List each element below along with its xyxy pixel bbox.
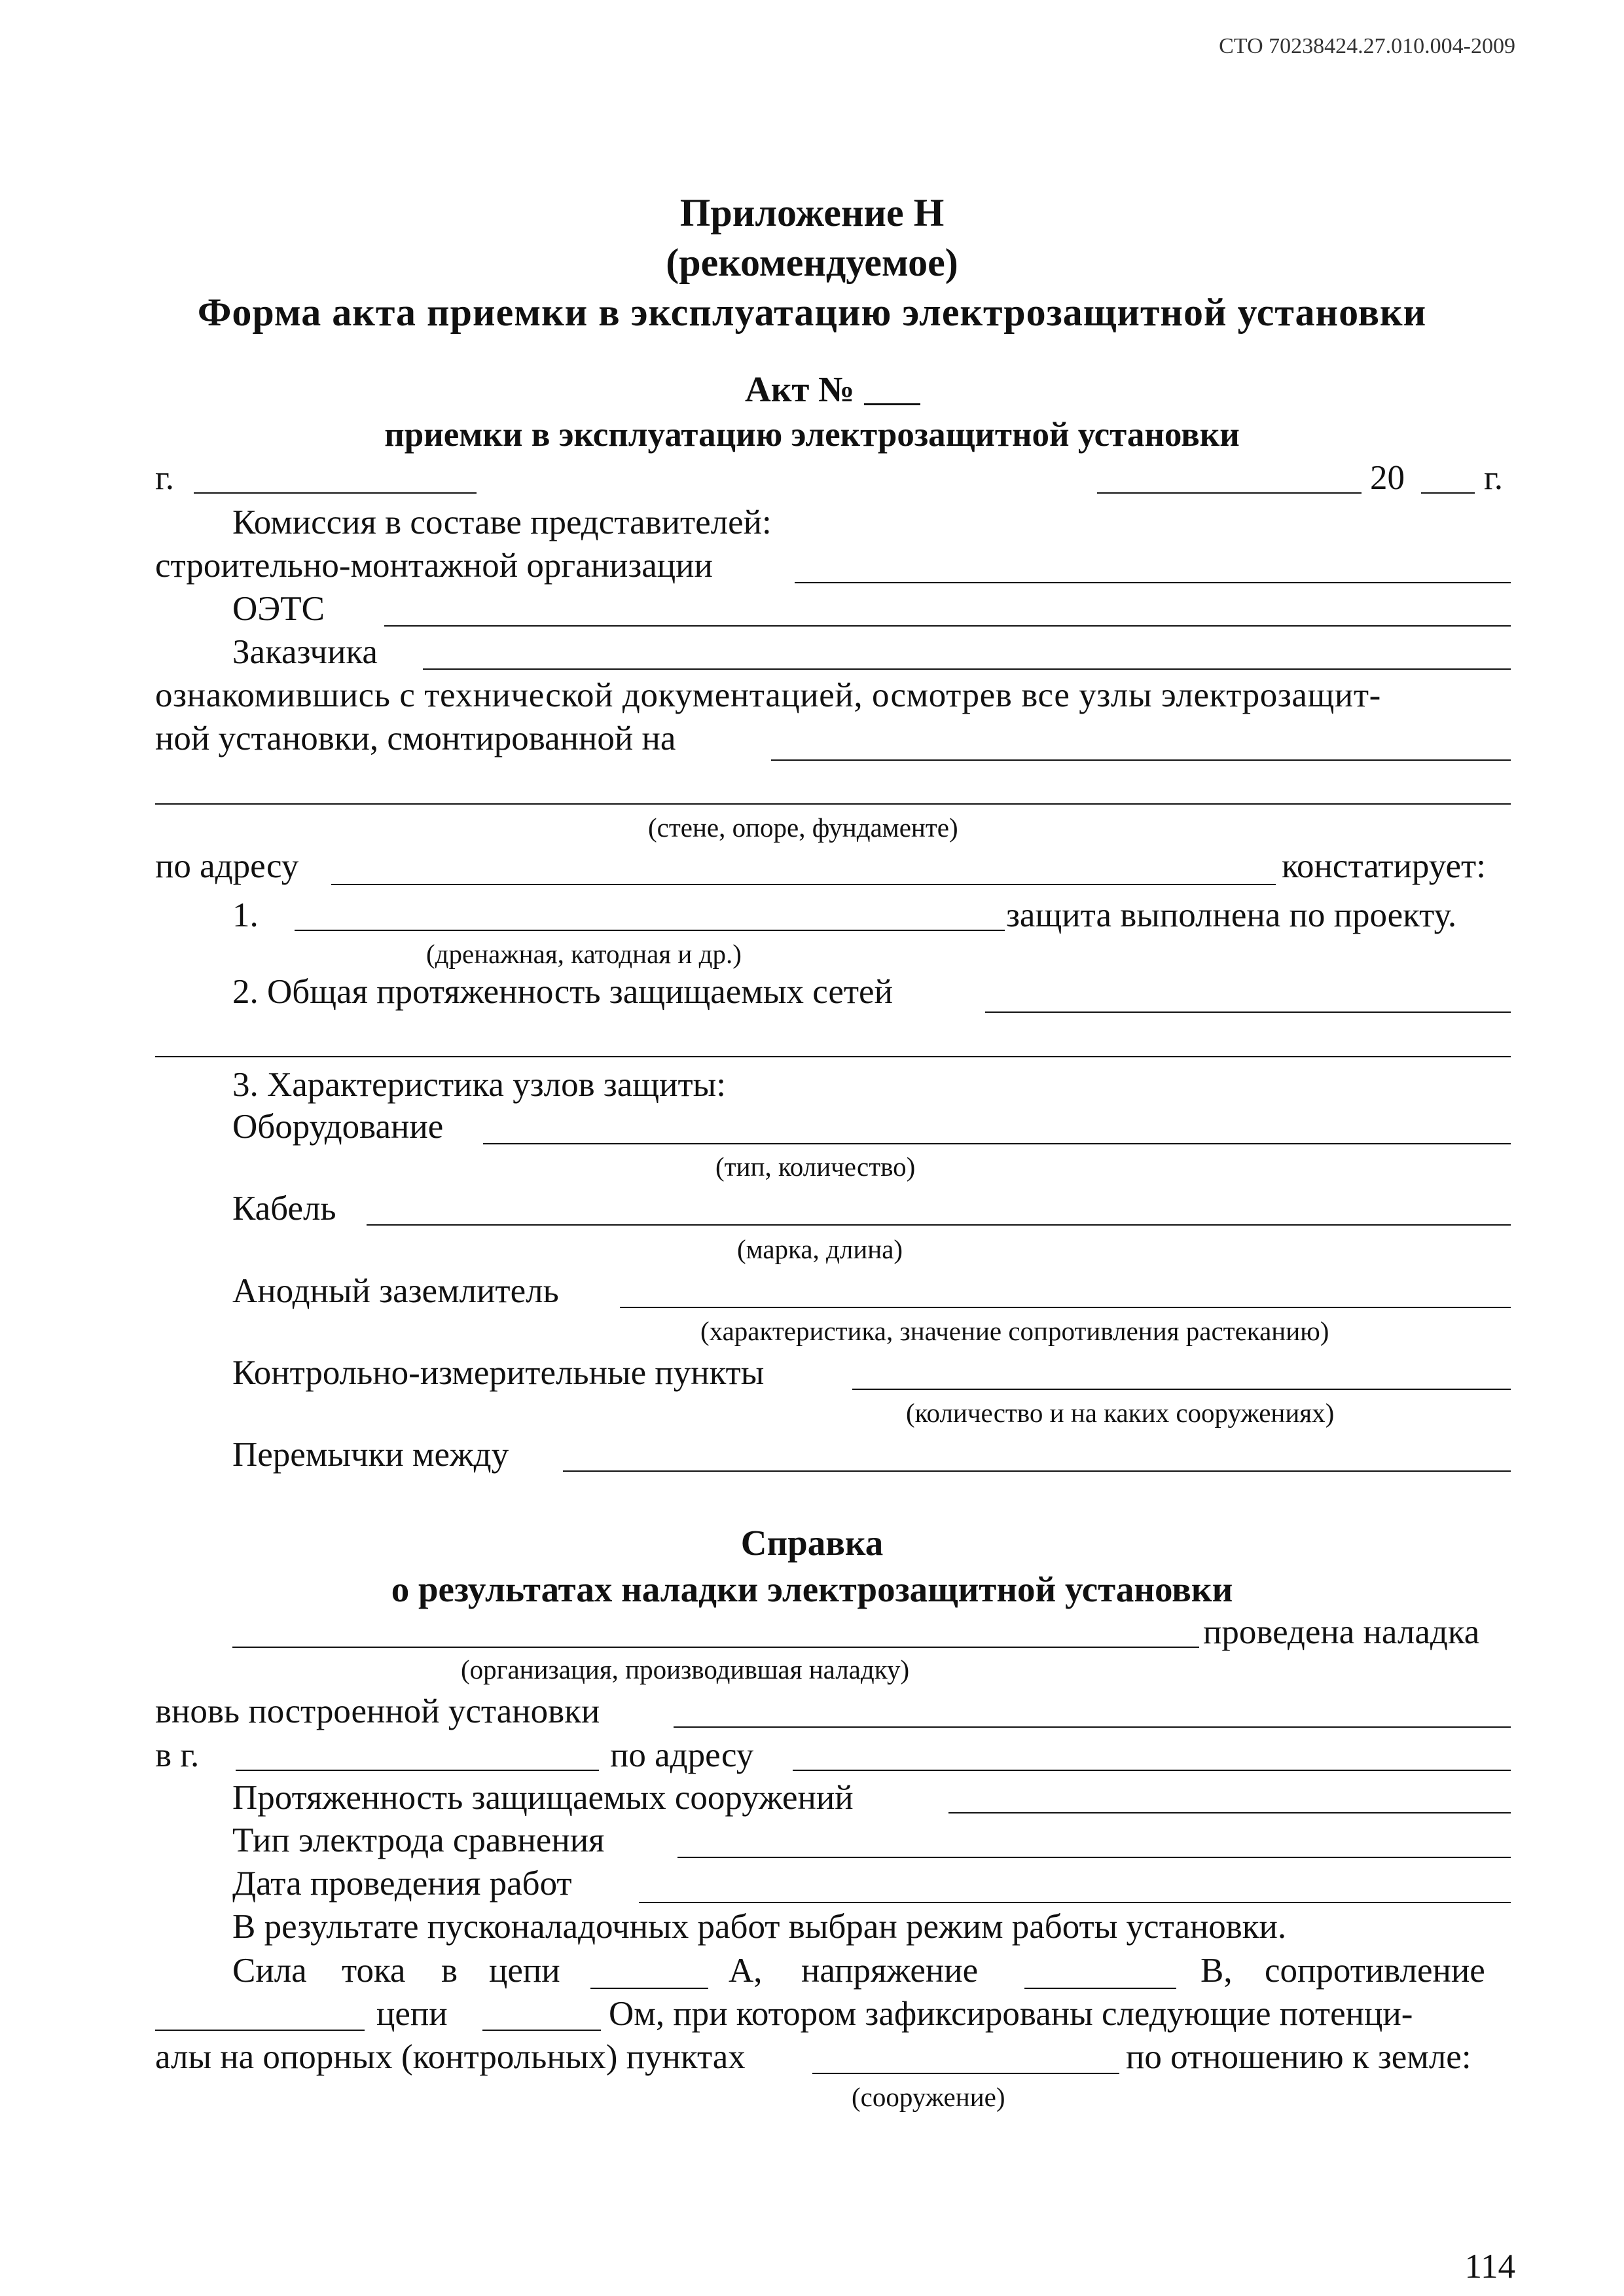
equipment-label: Оборудование <box>232 1108 444 1146</box>
commission-text: Комиссия в составе представителей: <box>232 503 772 541</box>
anode-blank[interactable] <box>620 1307 1511 1308</box>
voltage-value-blank[interactable] <box>1024 1988 1176 1989</box>
item-1-number: 1. <box>232 896 259 934</box>
certificate-title: Справка <box>740 1523 884 1563</box>
cert-address-label: по адресу <box>610 1736 754 1774</box>
address-blank[interactable] <box>331 884 1276 885</box>
cert-city-prefix: в г. <box>155 1736 200 1774</box>
cert-city-blank[interactable] <box>236 1770 599 1771</box>
mount-blank-2[interactable] <box>155 803 1511 805</box>
year-blank[interactable] <box>1421 492 1475 494</box>
familiar-line-1: ознакомившись с технической документацией, осмотрев все узлы электрозащит- <box>155 676 1381 714</box>
year-prefix: 20 <box>1370 459 1405 497</box>
appendix-title: Приложение Н <box>679 191 945 234</box>
adjustment-done-label: проведена наладка <box>1203 1613 1480 1651</box>
new-installation-blank[interactable] <box>674 1726 1511 1728</box>
item-2-text: 2. Общая протяженность защищаемых сетей <box>232 973 893 1011</box>
ground-text: по отношению к земле: <box>1126 2038 1471 2076</box>
ohm-text: Ом, при котором зафиксированы следующие потенци- <box>609 1995 1413 2033</box>
electrode-type-label: Тип электрода сравнения <box>232 1821 605 1859</box>
control-points-blank[interactable] <box>852 1389 1511 1390</box>
current-word-1: Сила <box>232 1952 307 1990</box>
item-1-text: защита выполнена по проекту. <box>1006 896 1457 934</box>
familiar-line-2: ной установки, смонтированной на <box>155 720 676 757</box>
city-prefix: г. <box>155 459 175 497</box>
structure-blank[interactable] <box>812 2073 1119 2074</box>
mount-caption: (стене, опоре, фундаменте) <box>648 812 958 843</box>
adjustment-org-caption: (организация, производившая наладку) <box>461 1654 910 1685</box>
circuit-value-blank[interactable] <box>482 2030 601 2031</box>
circuit-label: цепи <box>376 1995 448 2033</box>
work-date-blank[interactable] <box>639 1902 1511 1903</box>
control-points-label: Контрольно-измерительные пункты <box>232 1354 765 1392</box>
structures-length-label: Протяженность защищаемых сооружений <box>232 1779 854 1817</box>
appendix-subtitle: (рекомендуемое) <box>666 241 958 284</box>
act-number-blank[interactable] <box>864 403 920 405</box>
control-points-caption: (количество и на каких сооружениях) <box>906 1398 1335 1428</box>
year-suffix: г. <box>1484 459 1504 497</box>
result-text: В результате пусконаладочных работ выбран режим работы установки. <box>232 1908 1287 1946</box>
date-blank[interactable] <box>1097 492 1362 494</box>
current-word-3: в <box>441 1952 458 1990</box>
network-length-blank-1[interactable] <box>985 1011 1511 1013</box>
cable-caption: (марка, длина) <box>737 1234 903 1264</box>
jumpers-label: Перемычки между <box>232 1436 509 1474</box>
unit-ampere: А, <box>729 1952 763 1990</box>
page-number: 114 <box>1464 2248 1515 2286</box>
potentials-text: алы на опорных (контрольных) пунктах <box>155 2038 746 2076</box>
current-word-2: тока <box>342 1952 406 1990</box>
item-3-text: 3. Характеристика узлов защиты: <box>232 1066 726 1104</box>
equipment-blank[interactable] <box>483 1143 1511 1144</box>
new-installation-label: вновь построенной установки <box>155 1692 600 1730</box>
work-date-label: Дата проведения работ <box>232 1865 572 1903</box>
equipment-caption: (тип, количество) <box>715 1152 916 1182</box>
structures-length-blank[interactable] <box>948 1812 1511 1813</box>
unit-volt: В, <box>1200 1952 1233 1990</box>
customer-label: Заказчика <box>232 633 378 671</box>
cable-label: Кабель <box>232 1190 336 1228</box>
cable-blank[interactable] <box>367 1224 1511 1226</box>
city-blank[interactable] <box>194 492 477 494</box>
address-label: по адресу <box>155 847 299 885</box>
oets-label: ОЭТС <box>232 590 325 628</box>
org-blank[interactable] <box>795 582 1511 583</box>
act-title: приемки в эксплуатацию электрозащитной установки <box>384 416 1240 454</box>
jumpers-blank[interactable] <box>563 1470 1511 1472</box>
anode-caption: (характеристика, значение сопротивления растеканию) <box>700 1316 1329 1346</box>
resistance-label: сопротивление <box>1265 1952 1485 1990</box>
org-label: строительно-монтажной организации <box>155 547 713 585</box>
protection-caption: (дренажная, катодная и др.) <box>426 939 742 969</box>
customer-blank[interactable] <box>423 668 1511 670</box>
adjustment-org-blank[interactable] <box>232 1647 1199 1648</box>
states-label: констатирует: <box>1282 847 1486 885</box>
electrode-type-blank[interactable] <box>677 1857 1511 1858</box>
cert-address-blank[interactable] <box>793 1770 1511 1771</box>
mount-blank-1[interactable] <box>771 759 1511 761</box>
act-number-label: Акт № <box>745 369 855 409</box>
voltage-label: напряжение <box>801 1952 979 1990</box>
oets-blank[interactable] <box>384 625 1511 627</box>
protection-type-blank[interactable] <box>295 930 1005 931</box>
certificate-subtitle: о результатах наладки электрозащитной установки <box>391 1569 1233 1609</box>
document-code: СТО 70238424.27.010.004-2009 <box>1219 34 1515 58</box>
anode-label: Анодный заземлитель <box>232 1272 559 1310</box>
network-length-blank-2[interactable] <box>155 1056 1511 1057</box>
form-title: Форма акта приемки в эксплуатацию электрозащитной установки <box>197 291 1427 334</box>
resistance-value-blank[interactable] <box>155 2030 365 2031</box>
current-value-blank[interactable] <box>590 1988 708 1989</box>
current-word-4: цепи <box>489 1952 560 1990</box>
structure-caption: (сооружение) <box>852 2082 1005 2112</box>
